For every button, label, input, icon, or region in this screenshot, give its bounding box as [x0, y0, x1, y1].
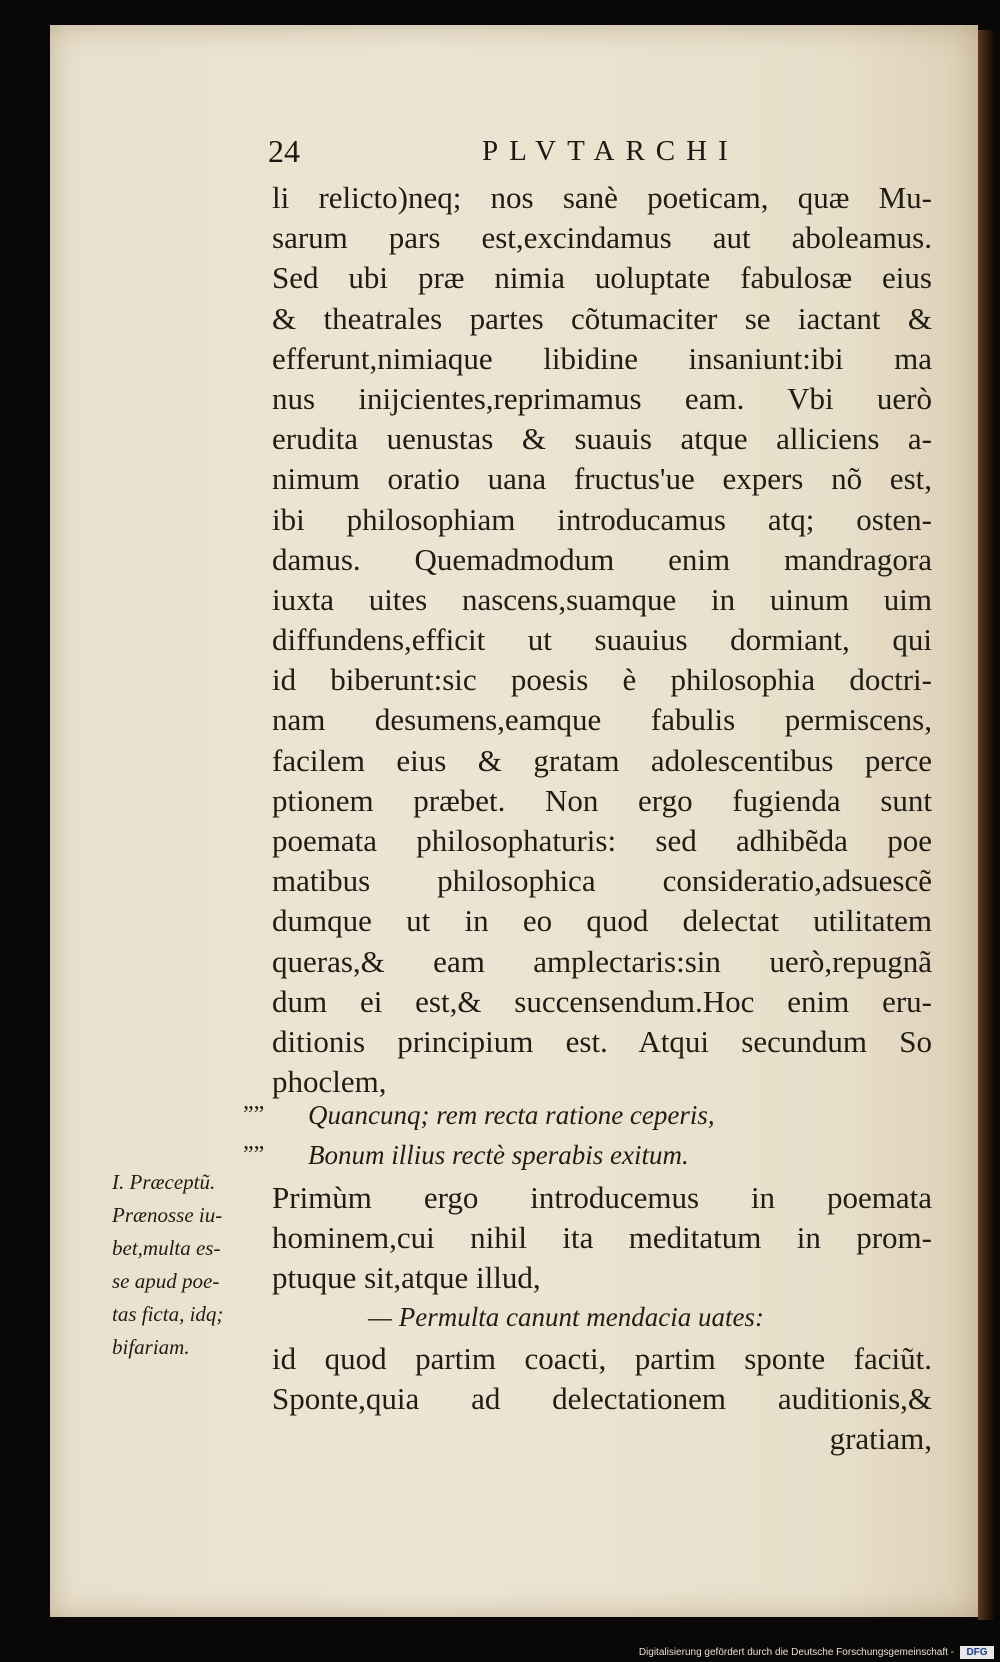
catchword: gratiam, [829, 1421, 932, 1457]
verse-quote: — Permulta canunt mendacia uates: [368, 1302, 764, 1332]
text-line: queras,& eam amplectaris:sin uerò,repugnã [272, 943, 932, 979]
sophocles-quote [308, 1100, 715, 1180]
text-line: poemata philosophaturis: sed adhibẽda poe [272, 823, 932, 858]
text-line: erudita uenustas & suauis atque alliciens a- [272, 421, 932, 457]
margin-note-line: tas ficta, idq; [112, 1302, 224, 1326]
text-line: phoclem, [272, 1064, 387, 1100]
dfg-logo: DFG [960, 1646, 994, 1659]
text-line: matibus philosophica consideratio,adsuescẽ [272, 863, 932, 899]
text-line: efferunt,nimiaque libidine insaniunt:ibi ma [272, 340, 932, 376]
margin-note-line: se apud poe- [112, 1269, 220, 1293]
text-line: ptionem præbet. Non ergo fugienda sunt [272, 782, 932, 818]
margin-note-line: Prænosse iu- [112, 1203, 223, 1227]
text-line: dum ei est,& succensendum.Hoc enim eru- [272, 983, 932, 1019]
text-line: hominem,cui nihil ita meditatum in prom- [272, 1220, 932, 1256]
text-line: nimum oratio uana fructus'ue expers nõ est, [272, 461, 932, 497]
text-line: diffundens,efficit ut suauius dormiant, qui [272, 622, 932, 658]
text-line: nus inijcientes,reprimamus eam. Vbi uerò [272, 380, 932, 416]
quote-line: Quancunq; rem recta ratione ceperis, [308, 1100, 715, 1130]
text-line: ibi philosophiam introducamus atq; osten- [272, 501, 932, 537]
text-line: ptuque sit,atque illud, [272, 1260, 541, 1296]
text-line: Sponte,quia ad delectationem auditionis,& [272, 1380, 932, 1416]
main-text-block [272, 178, 932, 1102]
text-line: id quod partim coacti, partim sponte faciũt. [272, 1340, 932, 1376]
margin-note-line: bet,multa es- [112, 1236, 221, 1260]
text-line: dumque ut in eo quod delectat utilitatem [272, 903, 932, 939]
text-line: li relicto)neq; nos sanè poeticam, quæ Mu- [272, 180, 932, 215]
book-page-edge [978, 30, 994, 1620]
text-line: facilem eius & gratam adolescentibus perce [272, 742, 932, 778]
text-line: Primùm ergo introducemus in poemata [272, 1180, 932, 1215]
text-line: sarum pars est,excindamus aut aboleamus. [272, 220, 932, 256]
margin-note [112, 1166, 262, 1364]
margin-note-line: I. Præceptũ. [112, 1170, 216, 1194]
margin-note-line: bifariam. [112, 1335, 190, 1359]
text-line: ditionis principium est. Atqui secundum So [272, 1023, 932, 1059]
quote-line: Bonum illius rectè sperabis exitum. [308, 1140, 689, 1170]
page-number: 24 [268, 133, 300, 169]
running-head: PLVTARCHI [482, 135, 739, 167]
text-line: Sed ubi præ nimia uoluptate fabulosæ eius [272, 260, 932, 296]
quote-mark: ”” [243, 1102, 265, 1128]
digitization-credit: Digitalisierung gefördert durch die Deutsche Forschungsgemeinschaft - [638, 1647, 954, 1658]
quote-mark: ”” [243, 1142, 265, 1168]
text-line: & theatrales partes cõtumaciter se iactant & [272, 300, 932, 336]
page-header [268, 133, 778, 173]
text-line: nam desumens,eamque fabulis permiscens, [272, 702, 932, 738]
text-line: iuxta uites nascens,suamque in uinum uim [272, 581, 932, 617]
text-line: damus. Quemadmodum enim mandragora [272, 541, 932, 577]
text-line: id biberunt:sic poesis è philosophia doctri- [272, 662, 932, 698]
